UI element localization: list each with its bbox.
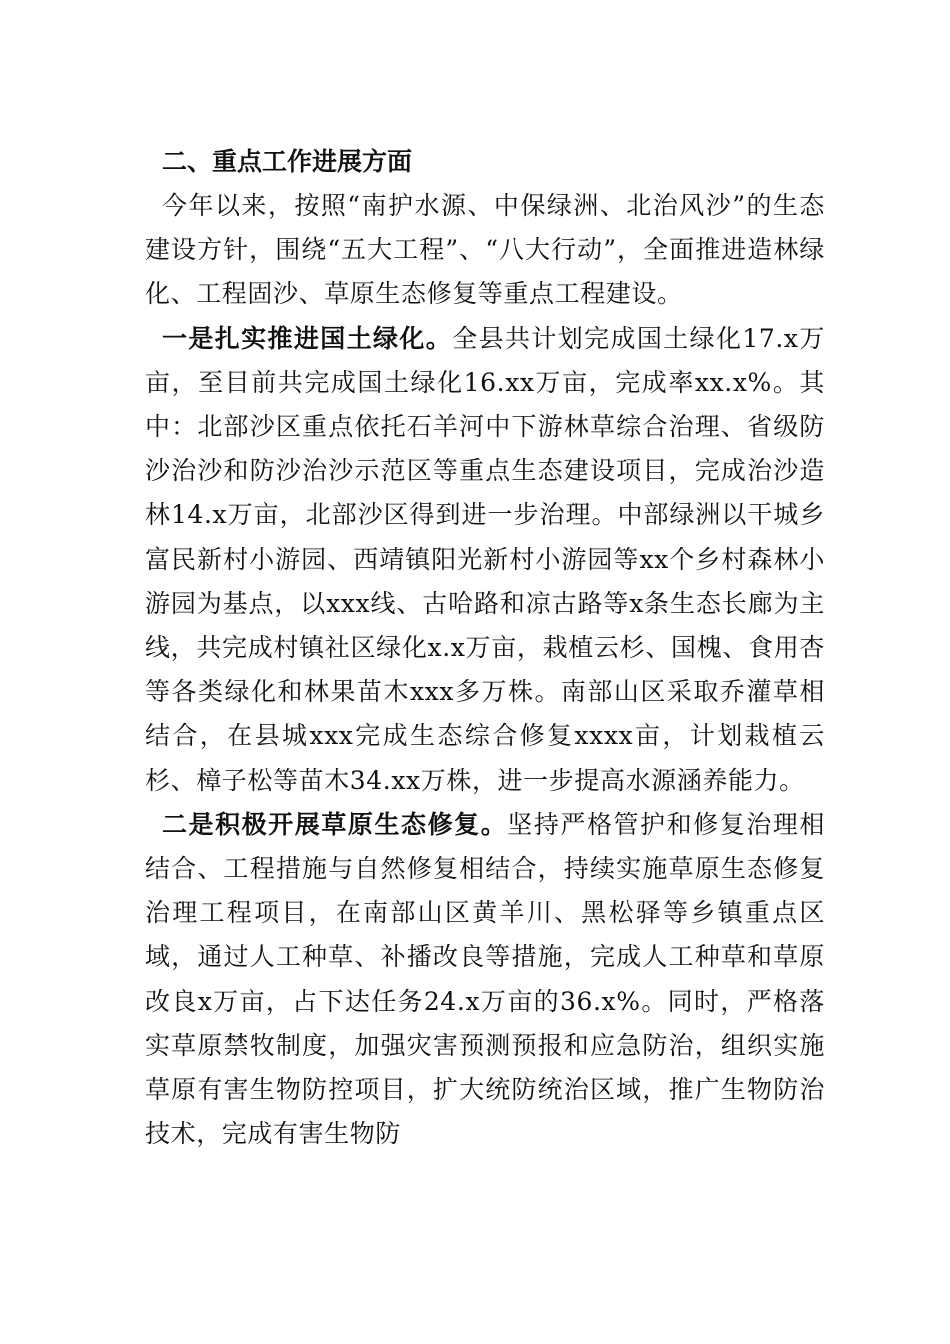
paragraph-grassland-restoration	[145, 803, 825, 1157]
paragraph-lead: 一是扎实推进国土绿化。	[162, 323, 453, 353]
document-body	[145, 140, 825, 1156]
paragraph-land-greening	[145, 317, 825, 803]
paragraph-lead: 二是积极开展草原生态修复。	[162, 809, 508, 839]
paragraph-text: 全县共计划完成国土绿化17.x万亩，至目前共完成国土绿化16.xx万亩，完成率xx.x%。其中：北部沙区重点依托石羊河中下游林草综合治理、省级防沙治沙和防沙治沙示范区等重点生态建设项目，完成治沙造林14.x万亩，北部沙区得到进一步治理。中部绿洲以干城乡富民新村小游园、西靖镇阳光新村小游园等xx个乡村森林小游园为基点，以xxx线、古哈路和凉古路等x条生态长廊为主线，共完成村镇社区绿化x.x万亩，栽植云杉、国槐、食用杏等各类绿化和林果苗木xxx多万株。南部山区采取乔灌草相结合，在县城xxx完成生态综合修复xxxx亩，计划栽植云杉、樟子松等苗木34.xx万株，进一步提高水源涵养能力。	[145, 323, 825, 795]
paragraph-text: 今年以来，按照“南护水源、中保绿洲、北治风沙”的生态建设方针，围绕“五大工程”、“八大行动”，全面推进造林绿化、工程固沙、草原生态修复等重点工程建设。	[145, 191, 825, 309]
paragraph-text: 坚持严格管护和修复治理相结合、工程措施与自然修复相结合，持续实施草原生态修复治理工程项目，在南部山区黄羊川、黑松驿等乡镇重点区域，通过人工种草、补播改良等措施，完成人工种草和草原改良x万亩，占下达任务24.x万亩的36.x%。同时，严格落实草原禁牧制度，加强灾害预测预报和应急防治，组织实施草原有害生物防控项目，扩大统防统治区域，推广生物防治技术，完成有害生物防	[145, 809, 826, 1149]
section-title: 二、重点工作进展方面	[162, 147, 413, 176]
paragraph-intro	[145, 184, 825, 317]
